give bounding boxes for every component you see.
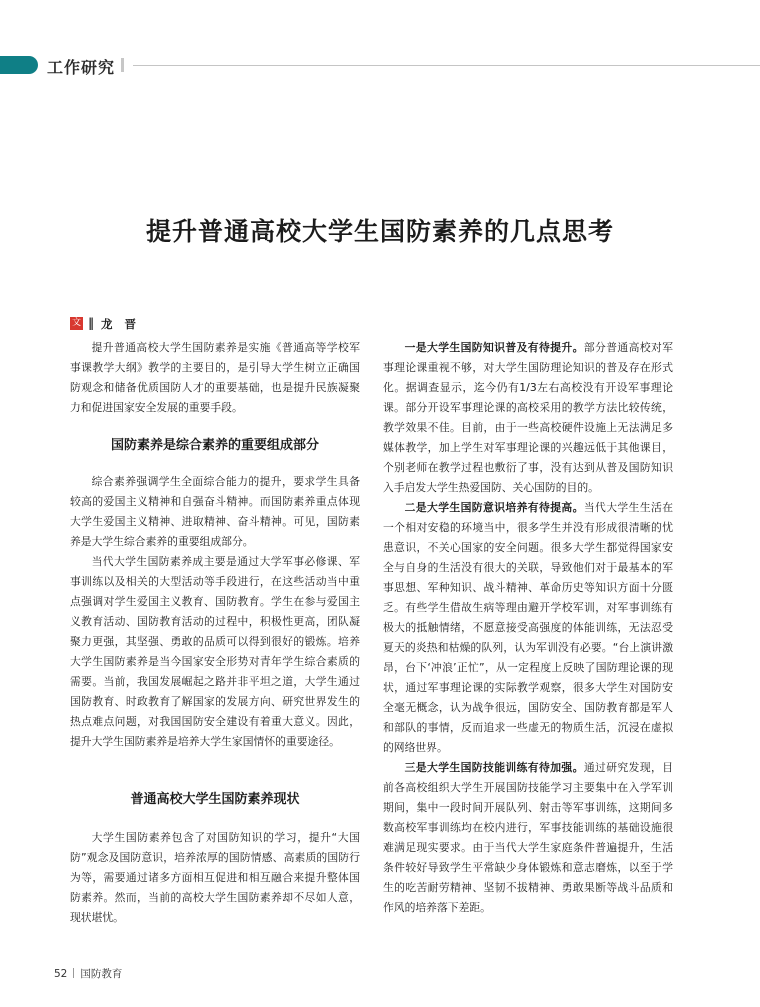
section-tab-marker xyxy=(0,56,38,74)
page-footer xyxy=(54,966,122,981)
author-name: 龙 晋 xyxy=(101,317,141,331)
header-rule-line xyxy=(133,65,760,66)
section-heading-1: 国防素养是综合素养的重要组成部分 xyxy=(110,438,319,453)
right-column xyxy=(383,338,673,918)
footer-divider xyxy=(73,968,74,978)
paragraph xyxy=(383,758,673,918)
intro-paragraph: 提升普通高校大学生国防素养是实施《普通高等学校军事课教学大纲》教学的主要目的，是引导大学生树立正确国防观念和储备优质国防人才的重要基础，也是提升民族凝聚力和促进国家安全发展的重要手段。 xyxy=(70,341,360,414)
byline-mark-icon: 文 xyxy=(71,318,81,328)
paragraph: 当代大学生国防素养成主要是通过大学军事必修课、军事训练以及相关的大型活动等手段进行，在这些活动当中重点强调对学生爱国主义教育、国防教育。学生在参与爱国主义教育活动、国防教育活动的过程中，积极性更高，团队凝聚力更强，其坚强、勇敢的品质可以得到很好的锻炼。培养大学生国防素养是当今国家安全形势对青年学生综合素质的需要。当前，我国发展崛起之路并非平坦之道，大学生通过国防教育、时政教育了解国家的发展方向、研究世界发生的热点难点问题，对我国国防安全建设有着重大意义。因此，提升大学生国防素养是培养大学生家国情怀的重要途径。 xyxy=(70,555,360,748)
paragraph: 综合素养强调学生全面综合能力的提升，要求学生具备较高的爱国主义精神和自强奋斗精神。而国防素养重点体现大学生爱国主义精神、进取精神、奋斗精神。可见，国防素养是大学生综合素养的重要组成部分。 xyxy=(70,475,360,548)
section-title: 工作研究 xyxy=(47,58,116,77)
paragraph: 大学生国防素养包含了对国防知识的学习，提升“大国防”观念及国防意识，培养浓厚的国防情感、高素质的国防行为等，需要通过诸多方面相互促进和相互融合来提升整体国防素养。然而，当前的高校大学生国防素养却不尽如人意，现状堪忧。 xyxy=(70,831,360,924)
paragraph-body: 通过研究发现，目前各高校组织大学生开展国防技能学习主要集中在入学军训期间，集中一段时间开展队列、射击等军事训练，这期间多数高校军事训练均在校内进行，军事技能训练的基础设施很难满足现实要求。由于当代大学生家庭条件普遍提升，生活条件较好导致学生平常缺少身体锻炼和意志磨炼，以至于学生的吃苦耐劳精神、坚韧不拔精神、勇敢果断等战斗品质和作风的培养落下差距。 xyxy=(383,761,674,914)
left-column xyxy=(70,338,360,928)
section-header xyxy=(0,56,760,78)
byline-separator: ‖ xyxy=(88,316,94,330)
page-number: 52 xyxy=(54,968,68,980)
paragraph-lead: 一是大学生国防知识普及有待提升。 xyxy=(404,341,584,354)
paragraph-body: 当代大学生生活在一个相对安稳的环境当中，很多学生并没有形成很清晰的忧患意识，不关心国家的安全问题。很多大学生都觉得国家安全与自身的生活没有很大的关联，导致他们对于最基本的军事思想、军种知识、战斗精神、革命历史等知识方面十分匮乏。有些学生借故生病等理由避开学校军训，对军事训练有极大的抵触情绪，不愿意接受高强度的体能训练，无法忍受夏天的炎热和枯燥的队列，认为军训没有必要。“台上演讲激昂，台下‘冲浪’正忙”，从一定程度上反映了国防理论课的现状，通过军事理论课的实际教学观察，很多大学生对国防安全毫无概念，认为战争很远，国防安全、国防教育都是军人和部队的事情，反而追求一些虚无的物质生活，沉浸在虚拟的网络世界。 xyxy=(383,501,674,754)
paragraph xyxy=(383,338,673,498)
paragraph-lead: 二是大学生国防意识培养有待提高。 xyxy=(404,501,584,514)
publication-name: 国防教育 xyxy=(80,968,123,980)
paragraph xyxy=(383,498,673,758)
paragraph-lead: 三是大学生国防技能训练有待加强。 xyxy=(404,761,584,774)
section-divider-bar xyxy=(121,58,124,72)
paragraph-body: 部分普通高校对军事理论课重视不够，对大学生国防理论知识的普及存在形式化。据调查显示，迄今仍有1/3左右高校没有开设军事理论课。部分开设军事理论课的高校采用的教学方法比较传统，教学效果不佳。目前，由于一些高校硬件设施上无法满足多媒体教学，加上学生对军事理论课的兴趣远低于其他课目，个别老师在教学过程也敷衍了事，没有达到从普及国防知识入手启发大学生热爱国防、关心国防的目的。 xyxy=(383,341,674,494)
article-title: 提升普通高校大学生国防素养的几点思考 xyxy=(145,217,614,246)
section-heading-2: 普通高校大学生国防素养现状 xyxy=(130,792,300,807)
